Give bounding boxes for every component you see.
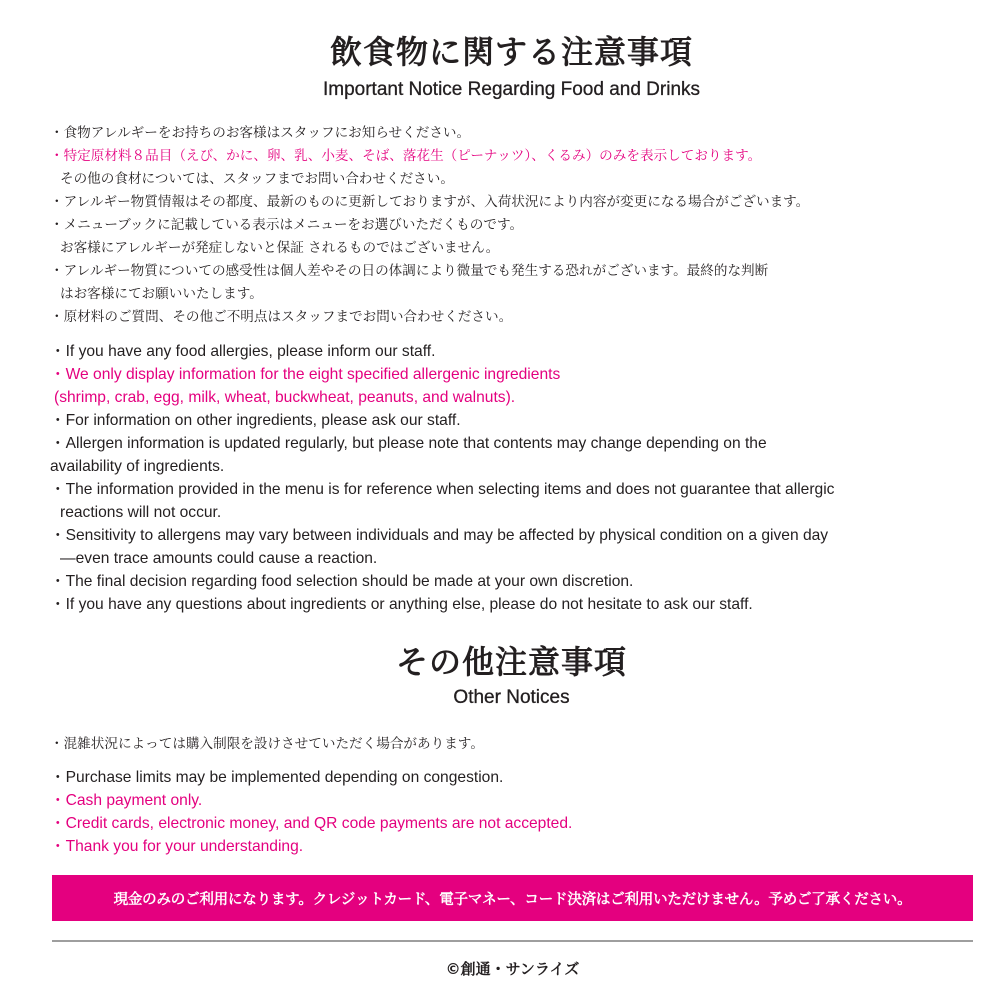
list-item: ・メニューブックに記載している表示はメニューをお選びいただくものです。 xyxy=(50,217,524,233)
list-item: ・The final decision regarding food selection should be made at your own discretion. xyxy=(50,573,634,590)
list-item: —even trace amounts could cause a reaction. xyxy=(60,550,378,567)
section2-jp-list xyxy=(50,733,973,756)
list-item: ・If you have any food allergies, please inform our staff. xyxy=(50,343,436,360)
list-item: ・Allergen information is updated regularly, but please note that contents may change depending on the xyxy=(50,435,767,452)
cash-only-banner xyxy=(52,875,973,921)
list-item: ・Purchase limits may be implemented depending on congestion. xyxy=(50,769,504,786)
section1-title-en: Important Notice Regarding Food and Drinks xyxy=(322,79,701,100)
notice-document xyxy=(50,0,973,858)
section1-en-list xyxy=(50,340,973,616)
section2-title-en: Other Notices xyxy=(453,687,570,708)
list-item: ・Cash payment only. xyxy=(50,792,203,809)
section1-jp-list xyxy=(50,122,973,329)
list-item: お客様にアレルギーが発症しないと保証 されるものではございません。 xyxy=(60,240,500,256)
copyright: ©創通・サンライズ xyxy=(445,960,580,978)
section2-title-jp: その他注意事項 xyxy=(395,643,627,681)
section2-en-list xyxy=(50,766,973,858)
list-item: ・アレルギー物質についての感受性は個人差やその日の体調により微量でも発生する恐れがございます。最終的な判断 xyxy=(50,263,769,279)
list-item: ・食物アレルギーをお持ちのお客様はスタッフにお知らせください。 xyxy=(50,125,471,141)
list-item: ・原材料のご質問、その他ご不明点はスタッフまでお問い合わせください。 xyxy=(50,309,513,325)
list-item: availability of ingredients. xyxy=(50,458,225,475)
list-item: reactions will not occur. xyxy=(60,504,222,521)
list-item: ・Sensitivity to allergens may vary between individuals and may be affected by physical condition on a given day xyxy=(50,527,829,544)
list-item: ・アレルギー物質情報はその都度、最新のものに更新しておりますが、入荷状況により内容が変更になる場合がございます。 xyxy=(50,194,810,210)
list-item: その他の食材については、スタッフまでお問い合わせください。 xyxy=(60,171,454,187)
list-item: ・The information provided in the menu is for reference when selecting items and does not guarantee that allergic xyxy=(50,481,835,498)
list-item: ・We only display information for the eight specified allergenic ingredients xyxy=(50,366,561,383)
list-item: ・Thank you for your understanding. xyxy=(50,838,304,855)
list-item: ・Credit cards, electronic money, and QR code payments are not accepted. xyxy=(50,815,573,832)
list-item: ・特定原材料８品目（えび、かに、卵、乳、小麦、そば、落花生（ピーナッツ）、くるみ）のみを表示しております。 xyxy=(50,148,762,164)
section1-title-jp: 飲食物に関する注意事項 xyxy=(329,33,693,71)
divider xyxy=(52,940,973,942)
list-item: ・If you have any questions about ingredients or anything else, please do not hesitate to ask our staff. xyxy=(50,596,753,613)
list-item: ・For information on other ingredients, please ask our staff. xyxy=(50,412,461,429)
list-item: はお客様にてお願いいたします。 xyxy=(60,286,263,302)
list-item: ・混雑状況によっては購入制限を設けさせていただく場合があります。 xyxy=(50,736,484,752)
list-item: (shrimp, crab, egg, milk, wheat, buckwheat, peanuts, and walnuts). xyxy=(54,389,516,406)
banner-text: 現金のみのご利用になります。クレジットカード、電子マネー、コード決済はご利用いただけません。予めご了承ください。 xyxy=(113,891,912,908)
